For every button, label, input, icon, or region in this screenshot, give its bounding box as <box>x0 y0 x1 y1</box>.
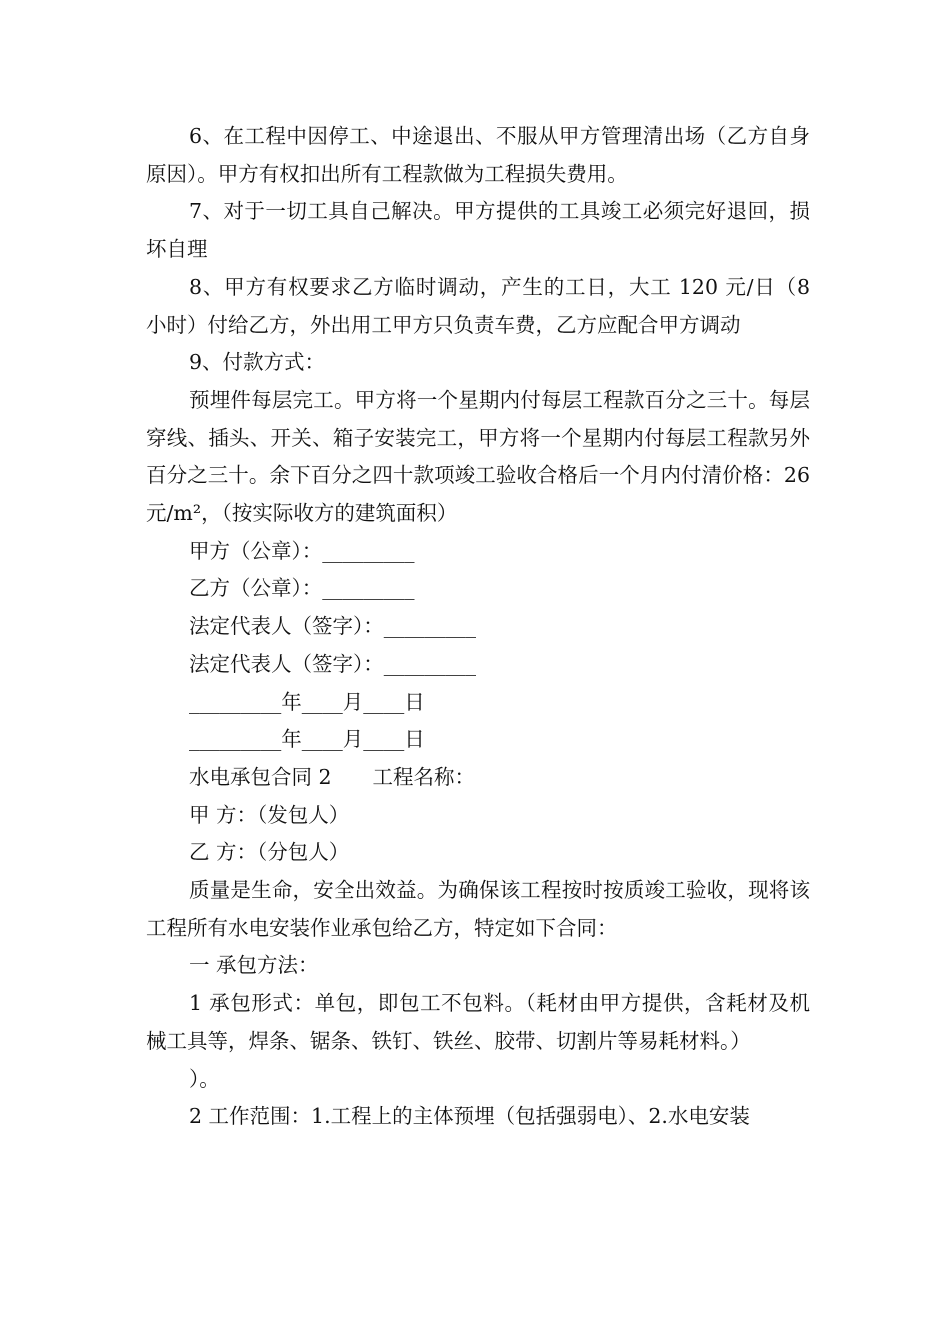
document-body <box>146 118 810 1136</box>
closing-bracket-line: ）。 <box>189 1066 220 1091</box>
legal-rep-signature-line-2: 法定代表人（签字）：_________ <box>189 651 476 676</box>
clause-7: 7、对于一切工具自己解决。甲方提供的工具竣工必须完好退回，损坏自理 <box>146 199 810 262</box>
contract-intro: 质量是生命，安全出效益。为确保该工程按时按质竣工验收，现将该工程所有水电安装作业承包给乙方，特定如下合同： <box>146 878 810 940</box>
clause-6: 6、在工程中因停工、中途退出、不服从甲方管理清出场（乙方自身原因）。甲方有权扣出所有工程款做为工程损失费用。 <box>146 124 810 186</box>
date-line-1: _________年____月____日 <box>189 689 425 714</box>
contract-form-clause: 1 承包形式：单包，即包工不包料。（耗材由甲方提供，含耗材及机械工具等，焊条、锯条、铁钉、铁丝、胶带、切割片等易耗材料。） <box>146 991 810 1053</box>
party-b-line: 乙 方：（分包人） <box>189 840 350 865</box>
legal-rep-signature-line-1: 法定代表人（签字）：_________ <box>189 614 476 639</box>
contract-2-title: 水电承包合同 2 工程名称： <box>189 764 476 789</box>
party-a-line: 甲 方：（发包人） <box>189 802 350 827</box>
section-1-heading: 一 承包方法： <box>189 953 319 978</box>
payment-terms: 预埋件每层完工。甲方将一个星期内付每层工程款百分之三十。每层穿线、插头、开关、箱子安装完工，甲方将一个星期内付每层工程款另外百分之三十。余下百分之四十款项竣工验收合格后一个月内付清价格：26 元/m²，（按实际收方的建筑面积） <box>146 387 810 526</box>
clause-9-heading: 9、付款方式： <box>189 350 326 375</box>
work-scope-clause: 2 工作范围：1.工程上的主体预埋（包括强弱电）、2.水电安装 <box>189 1104 750 1129</box>
date-line-2: _________年____月____日 <box>189 727 425 752</box>
clause-8: 8、甲方有权要求乙方临时调动，产生的工日，大工 120 元/日（8 小时）付给乙方，外出用工甲方只负责车费，乙方应配合甲方调动 <box>146 274 810 337</box>
party-b-seal-line: 乙方（公章）：_________ <box>189 576 415 601</box>
party-a-seal-line: 甲方（公章）：_________ <box>189 538 415 563</box>
